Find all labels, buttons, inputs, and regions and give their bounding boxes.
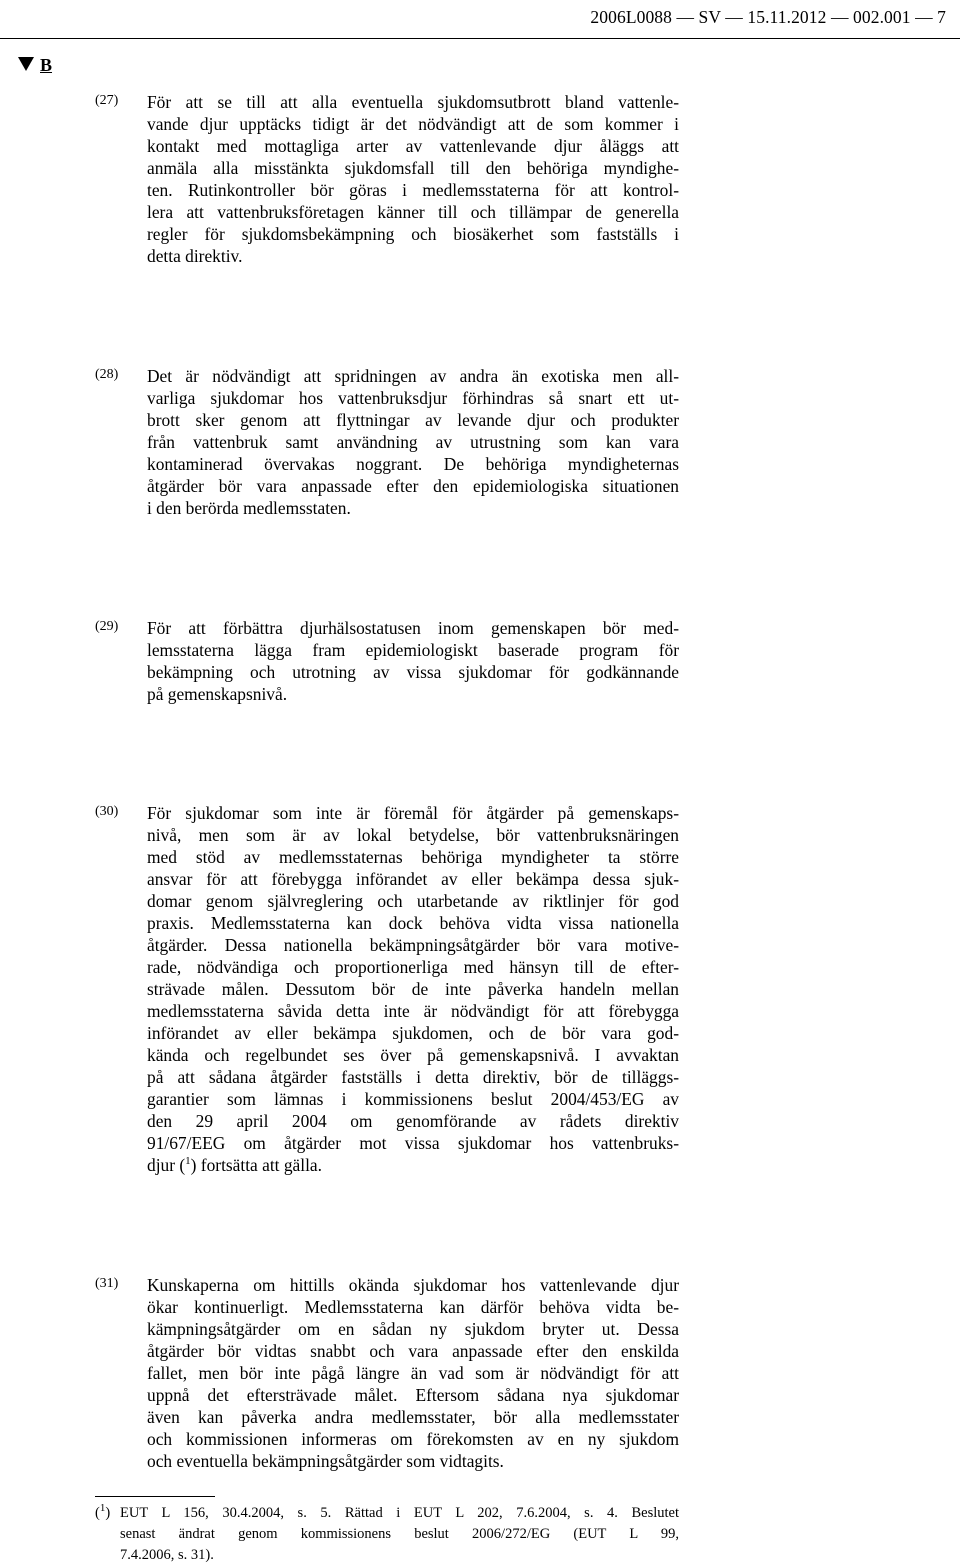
text-line-with-footnote bbox=[147, 1154, 679, 1176]
text-line: Kunskaperna om hittills okända sjukdomar hos vattenlevande djur bbox=[147, 1275, 679, 1295]
text-line: lera att vattenbruksföretagen känner till och tillämpar de generella bbox=[147, 202, 679, 222]
text-line: rade, nödvändiga och proportionerliga med hänsyn till de efter- bbox=[147, 957, 679, 977]
text-line: även kan påverka andra medlemsstater, bör alla medlemsstater bbox=[147, 1407, 679, 1427]
text-fragment: ) fortsätta att gälla. bbox=[190, 1155, 322, 1175]
text-line: kända och regelbundet ses över på gemenskapsnivå. I avvaktan bbox=[147, 1045, 679, 1065]
text-line: medlemsstaterna såvida detta inte är nödvändigt för att förebygga bbox=[147, 1001, 679, 1021]
text-line: bekämpning och utrotning av vissa sjukdomar för godkännande bbox=[147, 662, 679, 682]
text-line: ökar kontinuerligt. Medlemsstaterna kan därför behöva vidta be- bbox=[147, 1297, 679, 1317]
footnote-number-value: 1 bbox=[99, 1502, 106, 1515]
text-line: domar genom självreglering och utarbetande av riktlinjer för god bbox=[147, 891, 679, 911]
page-header: 2006L0088 — SV — 15.11.2012 — 002.001 — 7 bbox=[590, 7, 946, 27]
text-line: För att förbättra djurhälsostatusen inom gemenskapen bör med- bbox=[147, 618, 679, 638]
text-line: i den berörda medlemsstaten. bbox=[147, 498, 351, 518]
recital-number: (27) bbox=[95, 93, 119, 108]
footnote-text bbox=[120, 1503, 679, 1566]
text-line: och kommissionen informeras om förekomsten av en ny sjukdom bbox=[147, 1429, 679, 1449]
text-line: från vattenbruk samt användning av utrustning som kan vara bbox=[147, 432, 679, 452]
recital-text bbox=[147, 617, 679, 705]
text-line: praxis. Medlemsstaterna kan dock behöva vidta vissa nationella bbox=[147, 913, 679, 933]
text-line: införandet av eller bekämpa sjukdomen, och de bör vara god- bbox=[147, 1023, 679, 1043]
recital-number: (31) bbox=[95, 1276, 119, 1291]
amendment-marker-label: B bbox=[40, 55, 53, 75]
footnote-paren-close: ) bbox=[105, 1505, 111, 1521]
text-line: fallet, men bör inte pågå längre än vad som är nödvändigt för att bbox=[147, 1363, 679, 1383]
text-fragment: djur ( bbox=[147, 1155, 186, 1175]
footnote-reference[interactable]: 1 bbox=[185, 1155, 191, 1168]
recital-number: (28) bbox=[95, 367, 119, 382]
recital-number: (30) bbox=[95, 804, 119, 819]
recital-text bbox=[147, 802, 679, 1176]
footnote-divider bbox=[95, 1496, 215, 1497]
text-line: strävade målen. Dessutom bör de inte påverka handeln mellan bbox=[147, 979, 679, 999]
text-line: regler för sjukdomsbekämpning och biosäkerhet som fastställs i bbox=[147, 224, 679, 244]
footnote-number bbox=[95, 1503, 110, 1524]
text-line: vande djur upptäcks tidigt är det nödvändigt att de som kommer i bbox=[147, 114, 679, 134]
text-line: på gemenskapsnivå. bbox=[147, 684, 288, 704]
amendment-marker bbox=[18, 55, 52, 76]
text-line: ten. Rutinkontroller bör göras i medlemsstaterna för att kontrol- bbox=[147, 180, 679, 200]
text-line: anmäla alla misstänkta sjukdomsfall till den behöriga myndighe- bbox=[147, 158, 679, 178]
text-line: åtgärder. Dessa nationella bekämpningsåtgärder bör vara motive- bbox=[147, 935, 679, 955]
text-line: Det är nödvändigt att spridningen av andra än exotiska men all- bbox=[147, 366, 679, 386]
text-line: brott sker genom att flyttningar av levande djur och produkter bbox=[147, 410, 679, 430]
footnote-line: 7.4.2006, s. 31). bbox=[120, 1547, 214, 1563]
text-line: varliga sjukdomar hos vattenbruksdjur förhindras så snart ett ut- bbox=[147, 388, 679, 408]
text-line: uppnå det eftersträvade målet. Eftersom sådana nya sjukdomar bbox=[147, 1385, 679, 1405]
text-line: på att sådana åtgärder fastställs i detta direktiv, bör de tilläggs- bbox=[147, 1067, 679, 1087]
text-line: 91/67/EEG om åtgärder mot vissa sjukdomar hos vattenbruks- bbox=[147, 1133, 679, 1153]
recital-text bbox=[147, 1274, 679, 1472]
text-line: kontaminerad övervakas noggrant. De behöriga myndigheternas bbox=[147, 454, 679, 474]
text-line: åtgärder bör vidtas snabbt och vara anpassade efter den enskilda bbox=[147, 1341, 679, 1361]
header-rule bbox=[0, 38, 960, 39]
recital-number: (29) bbox=[95, 619, 119, 634]
text-line: nivå, men som är av lokal betydelse, bör vattenbruksnäringen bbox=[147, 825, 679, 845]
text-line: detta direktiv. bbox=[147, 246, 243, 266]
triangle-down-icon bbox=[18, 57, 34, 71]
recital-text bbox=[147, 91, 679, 267]
recital-text bbox=[147, 365, 679, 519]
footnote-line: EUT L 156, 30.4.2004, s. 5. Rättad i EUT L 202, 7.6.2004, s. 4. Beslutet bbox=[120, 1505, 679, 1521]
text-line: För att se till att alla eventuella sjukdomsutbrott bland vattenle- bbox=[147, 92, 679, 112]
footnote-line: senast ändrat genom kommissionens beslut 2006/272/EG (EUT L 99, bbox=[120, 1526, 679, 1542]
text-line: med stöd av medlemsstaternas behöriga myndigheter ta större bbox=[147, 847, 679, 867]
text-line: kämpningsåtgärder om en sådan ny sjukdom bryter ut. Dessa bbox=[147, 1319, 679, 1339]
text-line: den 29 april 2004 om genomförande av rådets direktiv bbox=[147, 1111, 679, 1131]
footnote-paren-open: ( bbox=[95, 1505, 100, 1521]
text-line: åtgärder bör vara anpassade efter den epidemiologiska situationen bbox=[147, 476, 679, 496]
text-line: garantier som lämnas i kommissionens beslut 2004/453/EG av bbox=[147, 1089, 679, 1109]
text-line: ansvar för att förebygga införandet av eller bekämpa dessa sjuk- bbox=[147, 869, 679, 889]
text-line: kontakt med mottagliga arter av vattenlevande djur åläggs att bbox=[147, 136, 679, 156]
text-line: och eventuella bekämpningsåtgärder som vidtagits. bbox=[147, 1451, 504, 1471]
text-line: För sjukdomar som inte är föremål för åtgärder på gemenskaps- bbox=[147, 803, 679, 823]
text-line: lemsstaterna lägga fram epidemiologiskt baserade program för bbox=[147, 640, 679, 660]
